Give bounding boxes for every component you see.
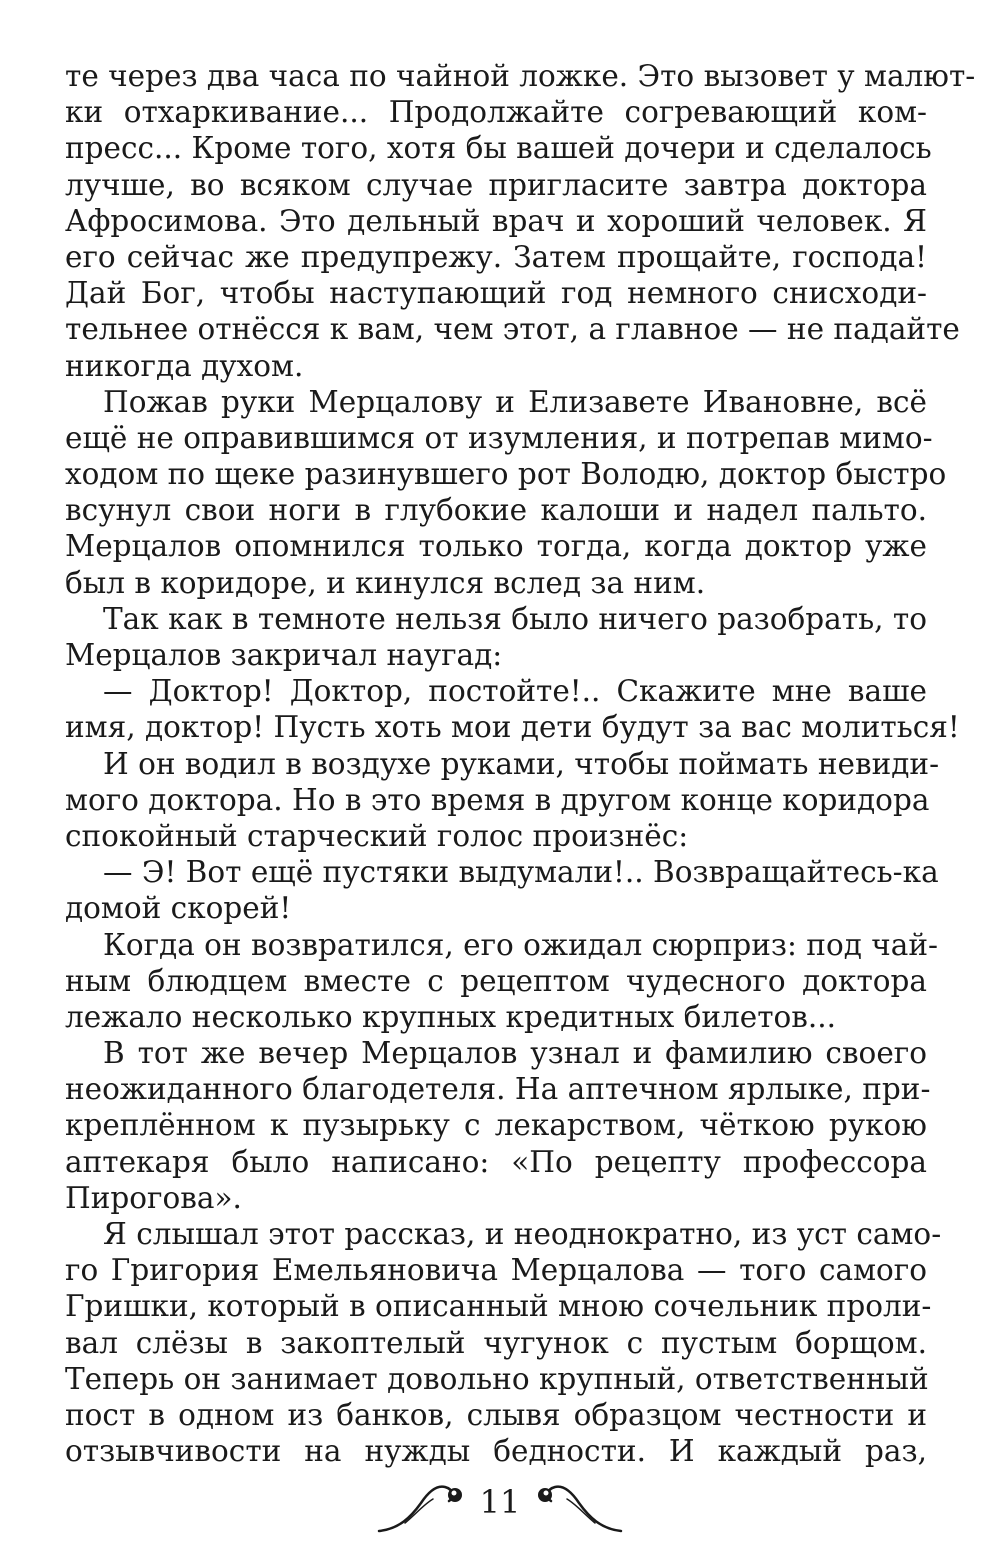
text-line: Дай Бог, чтобы наступающий год немного снисходи- [65,276,927,311]
text-line: Пирогова». [65,1180,242,1215]
text-line: аптекаря было написано: «По рецепту профессора [65,1144,927,1179]
page-number: 11 [479,1483,521,1521]
text-line: Теперь он занимает довольно крупный, ответственный [65,1361,929,1396]
text-line: те через два часа по чайной ложке. Это вызовет у малют- [65,59,976,93]
text-line: креплённом к пузырьку с лекарством, чёткою рукою [65,1108,927,1143]
text-line: ещё не оправившимся от изумления, и потрепав мимо- [65,420,933,455]
text-line: всунул свои ноги в глубокие калоши и надел пальто. [65,493,927,528]
text-line: — Доктор! Доктор, постойте!.. Скажите мне ваше [103,674,927,709]
text-line: Так как в темноте нельзя было ничего разобрать, то [103,601,927,636]
text-line: ным блюдцем вместе с рецептом чудесного доктора [65,963,927,998]
text-line: лучше, во всяком случае пригласите завтра доктора [65,167,927,202]
text-line: лежало несколько крупных кредитных билетов... [65,999,837,1034]
text-line: ки отхаркивание... Продолжайте согревающий ком- [65,95,927,130]
text-line: го Григория Емельяновича Мерцалова — того самого [65,1253,927,1288]
text-line: отзывчивости на нужды бедности. И каждый раз, [65,1434,927,1469]
text-line: его сейчас же предупрежу. Затем прощайте, господа! [65,239,927,274]
text-line: Мерцалов опомнился только тогда, когда доктор уже [65,529,927,564]
text-line: имя, доктор! Пусть хоть мои дети будут за вас молиться! [65,710,960,745]
text-line: никогда духом. [65,348,304,383]
text-line: Афросимова. Это дельный врач и хороший человек. Я [65,203,927,238]
text-line: Пожав руки Мерцалову и Елизавете Ивановне, всё [103,384,927,419]
text-line: спокойный старческий голос произнёс: [65,818,689,853]
text-line: домой скорей! [65,891,292,926]
text-line: В тот же вечер Мерцалов узнал и фамилию своего [103,1036,927,1071]
text-line: — Э! Вот ещё пустяки выдумали!.. Возвращайтесь-ка [103,855,939,890]
text-line: пресс... Кроме того, хотя бы вашей дочери и сделалось [65,131,932,166]
text-line: Гришки, который в описанный мною сочельник проли- [65,1289,932,1324]
text-line: неожиданного благодетеля. На аптечном ярлыке, при- [65,1072,931,1107]
text-line: Когда он возвратился, его ожидал сюрприз: под чай- [103,927,938,962]
text-line: И он водил в воздухе руками, чтобы поймать невиди- [103,746,940,781]
text-line: был в коридоре, и кинулся вслед за ним. [65,565,706,600]
text-line: Мерцалов закричал наугад: [65,638,503,672]
text-line: Я слышал этот рассказ, и неоднократно, из уст само- [103,1217,942,1251]
left-ornament-icon [375,1475,475,1535]
text-line: ходом по щеке разинувшего рот Володю, доктор быстро [65,457,947,492]
text-line: пост в одном из банков, слывя образцом честности и [65,1397,927,1432]
text-line: мого доктора. Но в это время в другом конце коридора [65,782,930,817]
right-ornament-icon [525,1475,625,1535]
body-text [65,58,976,1469]
text-line: тельнее отнёсся к вам, чем этот, а главное — не падайте [65,312,960,347]
page-footer [375,1475,625,1535]
text-line: вал слёзы в закоптелый чугунок с пустым борщом. [65,1325,927,1360]
